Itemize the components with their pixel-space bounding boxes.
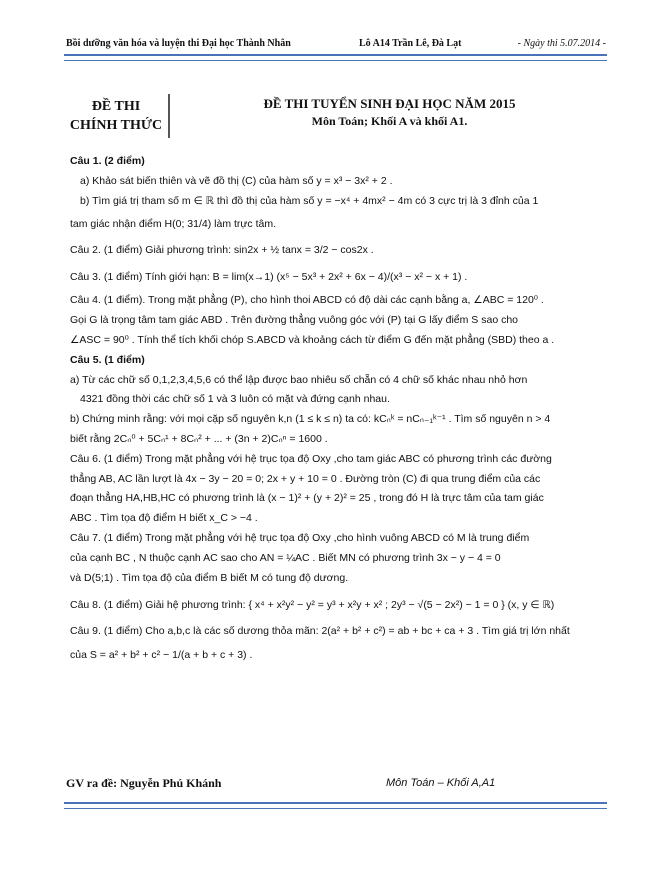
- question-line: Câu 6. (1 điểm) Trong mặt phẳng với hệ trục tọa độ Oxy ,cho tam giác ABC có phương trình các đường: [70, 452, 552, 465]
- question-line: a) Khảo sát biến thiên và vẽ đồ thị (C) của hàm số y = x³ − 3x² + 2 .: [80, 174, 393, 187]
- official-label: [64, 94, 170, 138]
- question-line: của S = a² + b² + c² − 1/(a + b + c + 3) .: [70, 649, 253, 662]
- official-line-1: ĐỀ THI: [91, 99, 141, 114]
- official-line-2: CHÍNH THỨC: [69, 118, 163, 133]
- question-line: tam giác nhận điểm H(0; 31/4) làm trực tâm.: [70, 218, 277, 231]
- footer-subject: Môn Toán – Khối A,A1: [386, 777, 496, 789]
- question-line: Câu 3. (1 điểm) Tính giới hạn: B = lim(x→1) (x⁵ − 5x³ + 2x² + 6x − 4)/(x³ − x² − x + 1) .: [70, 271, 468, 284]
- question-line: của cạnh BC , N thuộc cạnh AC sao cho AN = ¼AC . Biết MN có phương trình 3x − y − 4 = 0: [70, 551, 501, 564]
- question-line: ABC . Tìm tọa độ điểm H biết x_C > −4 .: [70, 512, 258, 525]
- page-footer: [66, 776, 606, 791]
- question-line: Câu 7. (1 điểm) Trong mặt phẳng với hệ trục tọa độ Oxy ,cho hình vuông ABCD có M là trung điểm: [70, 531, 530, 544]
- author-name: GV ra đề: Nguyễn Phú Khánh: [66, 776, 222, 790]
- question-line: b) Tìm giá trị tham số m ∈ ℝ thì đồ thị của hàm số y = −x⁴ + 4mx² − 4m có 3 cực trị là 3 đỉnh của 1: [80, 194, 539, 207]
- question-line: Gọi G là trọng tâm tam giác ABD . Trên đường thẳng vuông góc với (P) tại G lấy điểm S sao cho: [70, 314, 519, 327]
- exam-subtitle: Môn Toán; Khối A và khối A1.: [311, 114, 468, 128]
- question-line: và D(5;1) . Tìm tọa độ của điểm B biết M có tung độ dương.: [70, 571, 349, 584]
- question-line: ∠ASC = 90⁰ . Tính thể tích khối chóp S.ABCD và khoảng cách từ điểm G đến mặt phẳng (SBD) theo a .: [70, 333, 555, 346]
- footer-divider: [64, 802, 607, 809]
- exam-title: ĐỀ THI TUYỂN SINH ĐẠI HỌC NĂM 2015: [263, 96, 516, 111]
- question-line: Câu 8. (1 điểm) Giải hệ phương trình: { x⁴ + x²y² − y² = y³ + x²y + x² ; 2y³ − √(5 − 2x²) − 1 = 0 } (x, y ∈ ℝ): [70, 599, 555, 612]
- exam-date: - Ngày thi 5.07.2014 -: [517, 38, 606, 49]
- question-line: Câu 1. (2 điểm): [70, 155, 145, 167]
- question-list: [70, 152, 592, 668]
- title-box: [64, 94, 607, 138]
- page-header: [66, 38, 606, 49]
- question-line: thẳng AB, AC lần lượt là 4x − 3y − 20 = 0; 2x + y + 10 = 0 . Đường tròn (C) đi qua trung điểm của các: [70, 472, 541, 485]
- header-divider: [64, 54, 607, 61]
- question-line: Câu 9. (1 điểm) Cho a,b,c là các số dương thỏa mãn: 2(a² + b² + c²) = ab + bc + ca + 3 . Tìm giá trị lớn nhất: [70, 625, 570, 638]
- question-line: đoạn thẳng HA,HB,HC có phương trình là (x − 1)² + (y + 2)² = 25 , trong đó H là trực tâm của tam giác: [70, 492, 544, 505]
- question-line: Câu 4. (1 điểm). Trong mặt phẳng (P), cho hình thoi ABCD có độ dài các cạnh bằng a, ∠ABC = 120⁰ .: [70, 294, 544, 307]
- question-line: 4321 đồng thời các chữ số 1 và 3 luôn có mặt và đứng cạnh nhau.: [80, 393, 390, 406]
- question-line: a) Từ các chữ số 0,1,2,3,4,5,6 có thể lập được bao nhiêu số chẵn có 4 chữ số khác nhau nhỏ hơn: [70, 373, 528, 386]
- exam-heading: [172, 96, 607, 129]
- question-line: Câu 2. (1 điểm) Giải phương trình: sin2x + ½ tanx = 3/2 − cos2x .: [70, 244, 374, 257]
- question-line: Câu 5. (1 điểm): [70, 353, 145, 366]
- school-name: Bồi dưỡng văn hóa và luyện thi Đại học Thành Nhân: [66, 38, 291, 49]
- question-line: biết rằng 2Cₙ⁰ + 5Cₙ¹ + 8Cₙ² + ... + (3n + 2)Cₙⁿ = 1600 .: [70, 432, 328, 445]
- question-line: b) Chứng minh rằng: với mọi cặp số nguyên k,n (1 ≤ k ≤ n) ta có: kCₙᵏ = nCₙ₋₁ᵏ⁻¹ . Tìm số nguyên n > 4: [70, 413, 551, 426]
- school-address: Lô A14 Trần Lê, Đà Lạt: [359, 38, 462, 49]
